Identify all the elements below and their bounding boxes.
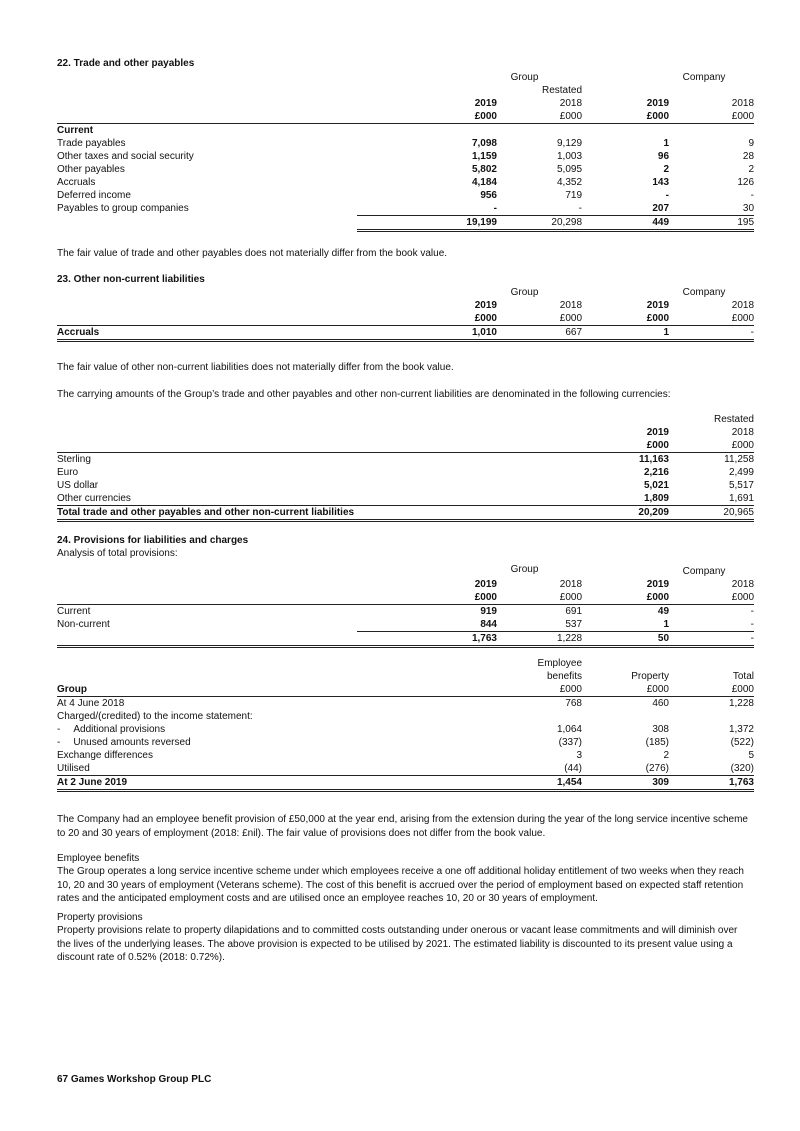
company-header: Company	[682, 72, 726, 83]
page-footer: 67 Games Workshop Group PLC	[57, 1074, 212, 1085]
table-row: Accruals 4,184 4,352 143 126	[57, 177, 755, 188]
table-row: US dollar 5,021 5,517	[57, 480, 754, 491]
group-header: Group	[510, 72, 539, 83]
unit-header: £000	[582, 683, 669, 697]
table-row: Non-current 844 537 1 -	[57, 619, 755, 631]
table-row: Accruals 1,010 667 1 -	[57, 326, 754, 341]
unit-header: £000	[669, 439, 754, 453]
provisions-table	[57, 561, 754, 648]
unit-header: £000	[669, 312, 754, 326]
table-row: Payables to group companies - - 207 30	[57, 203, 755, 215]
year-header: 2018	[731, 579, 755, 590]
table-row: Other currencies 1,809 1,691	[57, 493, 754, 504]
section-22-title: 22. Trade and other payables	[57, 58, 195, 69]
unit-header: £000	[357, 591, 497, 605]
unit-header: £000	[497, 312, 582, 326]
unit-header: £000	[669, 591, 754, 605]
table-row: Exchange differences 3 2 5	[57, 750, 754, 761]
unit-header: £000	[497, 683, 582, 697]
trade-payables-table	[57, 71, 754, 232]
unit-header: £000	[497, 591, 582, 605]
company-header: Company	[682, 566, 726, 577]
group-header: Group	[510, 564, 539, 575]
year-header: 2018	[731, 98, 755, 109]
employee-benefits-text: The Group operates a long service incentive scheme under which employees receive a one off additional holiday entitlement of two weeks when they reach 10, 20 and 30 years of employment (Veterans scheme). The cost of this benefit is accrued over the period of employment based on expected staff retention rates and the anticipated employment costs and are utilised once an employee reaches 10, 20 or 30 years of employment.	[57, 866, 744, 904]
currency-intro: The carrying amounts of the Group’s trade and other payables and other non-current liabilities are denominated in the following currencies:	[57, 389, 671, 400]
unit-header: £000	[357, 312, 497, 326]
total-row: Total trade and other payables and other non-current liabilities 20,209 20,965	[57, 506, 754, 521]
column-header: Property	[631, 671, 669, 682]
section-24-title: 24. Provisions for liabilities and charges	[57, 535, 249, 546]
unit-header: £000	[357, 110, 497, 124]
total-row: 1,763 1,228 50 -	[57, 632, 754, 647]
non-current-liabilities-table	[57, 286, 754, 342]
group-header: Group	[510, 287, 539, 298]
table-row: Current 919 691 49 -	[57, 606, 755, 617]
table-row: Trade payables 7,098 9,129 1 9	[57, 138, 755, 149]
year-header: 2018	[731, 427, 754, 438]
unit-header: £000	[669, 110, 754, 124]
table-row: Other taxes and social security 1,159 1,003 96 28	[57, 151, 755, 162]
year-header: 2019	[474, 579, 497, 590]
group-label: Group	[57, 683, 497, 697]
table-row: Deferred income 956 719 - -	[57, 190, 755, 201]
year-header: 2019	[646, 427, 669, 438]
table-row: Utilised (44) (276) (320)	[57, 763, 754, 774]
column-header: Total	[732, 671, 754, 682]
year-header: 2019	[474, 98, 497, 109]
year-header: 2019	[646, 98, 670, 109]
column-header: benefits	[546, 671, 582, 682]
property-provisions-heading: Property provisions	[57, 912, 143, 923]
table-row: Other payables 5,802 5,095 2 2	[57, 164, 755, 175]
provisions-movement-table	[57, 657, 754, 792]
company-provision-note: The Company had an employee benefit provision of £50,000 at the year end, arising from the extension during the year of the long service incentive scheme to 20 and 30 years of employment (2018: £nil). The fair value of provisions does not differ from the book value.	[57, 814, 748, 839]
unit-header: £000	[584, 439, 669, 453]
currency-table	[57, 413, 754, 522]
year-header: 2018	[559, 300, 583, 311]
property-provisions-text: Property provisions relate to property dilapidations and to committed costs outstanding under onerous or vacant lease commitments and will diminish over the lives of the underlying leases. The above provision is expected to be utilised by 2021. The estimated liability is discounted to its present value using a discount rate of 0.52% (2018: 0.72%).	[57, 925, 738, 963]
section-24-subtitle: Analysis of total provisions:	[57, 548, 178, 559]
total-row: 19,199 20,298 449 195	[57, 216, 754, 231]
section-23-note: The fair value of other non-current liabilities does not materially differ from the book value.	[57, 362, 454, 373]
total-row: At 2 June 2019 1,454 309 1,763	[57, 776, 754, 791]
unit-header: £000	[497, 110, 582, 124]
table-row: - Additional provisions 1,064 308 1,372	[57, 724, 754, 735]
section-22-note: The fair value of trade and other payables does not materially differ from the book value.	[57, 248, 448, 259]
table-row: Sterling 11,163 11,258	[57, 454, 754, 465]
unit-header: £000	[669, 683, 754, 697]
employee-benefits-heading: Employee benefits	[57, 853, 140, 864]
table-row: At 4 June 2018 768 460 1,228	[57, 698, 754, 709]
year-header: 2019	[474, 300, 497, 311]
table-row: - Unused amounts reversed (337) (185) (522)	[57, 737, 754, 748]
year-header: 2018	[559, 579, 583, 590]
table-row: Euro 2,216 2,499	[57, 467, 754, 478]
bullet-dash: -	[57, 724, 61, 735]
restated-label: Restated	[713, 414, 754, 425]
unit-header: £000	[582, 591, 669, 605]
restated-label: Restated	[541, 85, 583, 96]
bullet-dash: -	[57, 737, 61, 748]
table-row: Charged/(credited) to the income statement:	[57, 711, 253, 722]
unit-header: £000	[582, 110, 669, 124]
year-header: 2018	[731, 300, 755, 311]
year-header: 2019	[646, 300, 670, 311]
current-label: Current	[57, 125, 94, 136]
year-header: 2018	[559, 98, 583, 109]
unit-header: £000	[582, 312, 669, 326]
year-header: 2019	[646, 579, 670, 590]
company-header: Company	[682, 287, 726, 298]
section-23-title: 23. Other non-current liabilities	[57, 274, 205, 285]
column-header: Employee	[537, 658, 582, 669]
